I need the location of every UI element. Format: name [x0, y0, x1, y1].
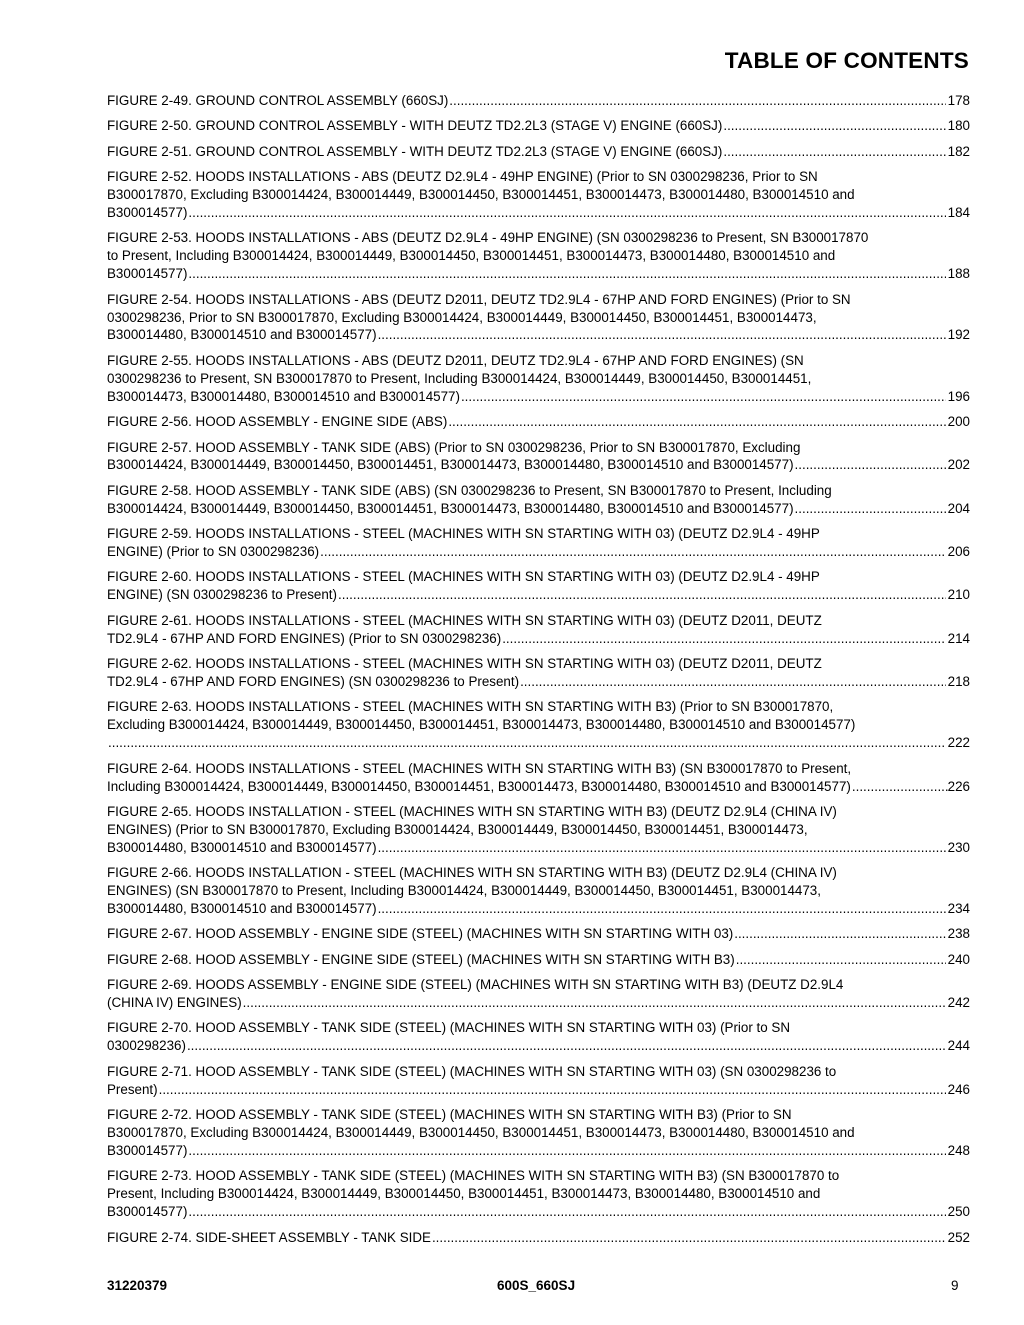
toc-entry-text: FIGURE 2-73. HOOD ASSEMBLY - TANK SIDE (STEEL) (MACHINES WITH SN STARTING WITH B3) (SN B300017870 to [107, 1168, 840, 1184]
toc-page-number[interactable]: 246 [947, 1081, 970, 1097]
toc-entry-text: B300014577) [107, 205, 188, 221]
toc-entry[interactable] [107, 92, 970, 110]
toc-page-number[interactable]: 244 [947, 1038, 970, 1054]
table-of-contents [107, 92, 970, 1254]
toc-entry-text: FIGURE 2-71. HOOD ASSEMBLY - TANK SIDE (STEEL) (MACHINES WITH SN STARTING WITH 03) (SN 0300298236 to [107, 1063, 837, 1079]
toc-entry-text: FIGURE 2-68. HOOD ASSEMBLY - ENGINE SIDE (STEEL) (MACHINES WITH SN STARTING WITH B3) [107, 951, 735, 967]
toc-entry-text: FIGURE 2-64. HOODS INSTALLATIONS - STEEL (MACHINES WITH SN STARTING WITH B3) (SN B300017870 to Present, [107, 760, 852, 776]
toc-entry-text: Present) [107, 1081, 158, 1097]
toc-entry-text: (CHINA IV) ENGINES) [107, 995, 242, 1011]
dot-leader [243, 994, 946, 1012]
toc-entry[interactable] [107, 803, 970, 857]
toc-entry-text: FIGURE 2-54. HOODS INSTALLATIONS - ABS (DEUTZ D2011, DEUTZ TD2.9L4 - 67HP AND FORD ENGINES) (Prior to SN [107, 291, 851, 307]
toc-entry-text: FIGURE 2-55. HOODS INSTALLATIONS - ABS (DEUTZ D2011, DEUTZ TD2.9L4 - 67HP AND FORD ENGINES) (SN [107, 352, 804, 368]
toc-page-number[interactable]: 226 [947, 778, 970, 794]
toc-entry[interactable] [107, 568, 970, 604]
toc-page-number[interactable]: 178 [947, 93, 970, 108]
toc-entry[interactable] [107, 291, 970, 345]
toc-page-number[interactable]: 182 [947, 143, 970, 159]
toc-entry[interactable] [107, 698, 970, 752]
dot-leader [188, 1203, 945, 1221]
toc-entry-text: TD2.9L4 - 67HP AND FORD ENGINES) (Prior to SN 0300298236) [107, 630, 502, 646]
toc-entry[interactable] [107, 1106, 970, 1160]
dot-leader [734, 925, 945, 943]
page-title: TABLE OF CONTENTS [724, 48, 969, 73]
toc-entry-text: FIGURE 2-70. HOOD ASSEMBLY - TANK SIDE (STEEL) (MACHINES WITH SN STARTING WITH 03) (Prior to SN [107, 1020, 791, 1036]
toc-page-number[interactable]: 184 [947, 205, 970, 221]
toc-entry-text: FIGURE 2-61. HOODS INSTALLATIONS - STEEL (MACHINES WITH SN STARTING WITH 03) (DEUTZ D2011, DEUTZ [107, 612, 822, 628]
toc-entry-text: to Present, Including B300014424, B300014449, B300014450, B300014451, B300014473, B300014480, B300014510 and [107, 248, 836, 264]
toc-entry[interactable] [107, 1229, 970, 1247]
toc-entry[interactable] [107, 352, 970, 406]
toc-entry[interactable] [107, 1063, 970, 1099]
dot-leader [448, 413, 945, 431]
toc-entry[interactable] [107, 168, 970, 222]
toc-entry-text: FIGURE 2-52. HOODS INSTALLATIONS - ABS (DEUTZ D2.9L4 - 49HP ENGINE) (Prior to SN 0300298236, Prior to SN [107, 169, 818, 185]
dot-leader [188, 1142, 945, 1160]
dot-leader [520, 673, 946, 691]
toc-entry[interactable] [107, 229, 970, 283]
toc-entry-text: FIGURE 2-69. HOODS ASSEMBLY - ENGINE SIDE (STEEL) (MACHINES WITH SN STARTING WITH B3) (DEUTZ D2.9L4 [107, 977, 844, 993]
toc-page-number[interactable]: 230 [947, 839, 970, 855]
toc-page-number[interactable]: 222 [947, 735, 970, 751]
toc-entry[interactable] [107, 864, 970, 918]
dot-leader [188, 204, 945, 222]
toc-page-number[interactable]: 242 [947, 995, 970, 1011]
toc-entry-text: Present, Including B300014424, B300014449, B300014450, B300014451, B300014473, B300014480, B300014510 and [107, 1186, 821, 1202]
toc-page-number[interactable]: 206 [947, 544, 970, 560]
dot-leader [736, 951, 946, 969]
toc-entry-text: ENGINES) (Prior to SN B300017870, Excluding B300014424, B300014449, B300014450, B300014451, B300014473, [107, 821, 808, 837]
dot-leader [187, 1037, 946, 1055]
model-name: 600S_660SJ [497, 1278, 576, 1293]
toc-entry[interactable] [107, 143, 970, 161]
toc-entry[interactable] [107, 482, 970, 518]
dot-leader [723, 143, 945, 161]
toc-entry-text: B300014480, B300014510 and B300014577) [107, 327, 377, 343]
dot-leader [320, 543, 946, 561]
dot-leader [449, 92, 945, 110]
dot-leader [338, 586, 946, 604]
toc-page-number[interactable]: 180 [947, 118, 970, 134]
dot-leader [502, 630, 945, 648]
toc-page-number[interactable]: 214 [947, 630, 970, 646]
toc-entry-text: FIGURE 2-72. HOOD ASSEMBLY - TANK SIDE (STEEL) (MACHINES WITH SN STARTING WITH B3) (Prior to SN [107, 1107, 792, 1123]
toc-entry-text: FIGURE 2-60. HOODS INSTALLATIONS - STEEL (MACHINES WITH SN STARTING WITH 03) (DEUTZ D2.9L4 - 49HP [107, 569, 820, 585]
toc-entry[interactable] [107, 925, 970, 943]
dot-leader [378, 839, 946, 857]
toc-page-number[interactable]: 250 [947, 1204, 970, 1220]
toc-entry-text: FIGURE 2-66. HOODS INSTALLATION - STEEL (MACHINES WITH SN STARTING WITH B3) (DEUTZ D2.9L4 (CHINA IV) [107, 865, 837, 881]
toc-entry-text: B300017870, Excluding B300014424, B300014449, B300014450, B300014451, B300014473, B300014480, B300014510 and [107, 1125, 855, 1140]
toc-entry-text: B300014577) [107, 266, 188, 282]
toc-entry-text: B300014480, B300014510 and B300014577) [107, 900, 377, 916]
toc-entry-text: B300014480, B300014510 and B300014577) [107, 839, 377, 855]
toc-entry-text: FIGURE 2-51. GROUND CONTROL ASSEMBLY - WITH DEUTZ TD2.2L3 (STAGE V) ENGINE (660SJ) [107, 143, 723, 159]
toc-page-number[interactable]: 200 [947, 414, 970, 430]
toc-entry-text: FIGURE 2-62. HOODS INSTALLATIONS - STEEL (MACHINES WITH SN STARTING WITH 03) (DEUTZ D2011, DEUTZ [107, 656, 822, 672]
toc-entry-text: B300017870, Excluding B300014424, B300014449, B300014450, B300014451, B300014473, B300014480, B300014510 and [107, 187, 855, 203]
toc-entry-text: FIGURE 2-59. HOODS INSTALLATIONS - STEEL (MACHINES WITH SN STARTING WITH 03) (DEUTZ D2.9L4 - 49HP [107, 526, 820, 542]
toc-entry[interactable] [107, 413, 970, 431]
toc-page-number[interactable]: 196 [947, 388, 970, 404]
toc-entry-text: FIGURE 2-74. SIDE-SHEET ASSEMBLY - TANK SIDE [107, 1229, 431, 1245]
toc-entry-text: Excluding B300014424, B300014449, B300014450, B300014451, B300014473, B300014480, B300014510 and B300014577) [107, 717, 856, 733]
toc-page-number[interactable]: 234 [947, 900, 970, 916]
dot-leader [795, 456, 946, 474]
toc-page-number[interactable]: 252 [947, 1229, 970, 1245]
toc-entry-text: ENGINE) (SN 0300298236 to Present) [107, 587, 337, 603]
toc-entry[interactable] [107, 951, 970, 969]
document-number: 31220379 [107, 1278, 168, 1293]
toc-entry-text: FIGURE 2-56. HOOD ASSEMBLY - ENGINE SIDE (ABS) [107, 414, 448, 430]
toc-page-number[interactable]: 204 [947, 500, 970, 516]
toc-entry-text: ENGINE) (Prior to SN 0300298236) [107, 544, 320, 560]
dot-leader [852, 778, 948, 796]
toc-page-number[interactable]: 248 [947, 1142, 970, 1158]
toc-page-number[interactable]: 210 [947, 587, 970, 603]
toc-entry[interactable] [107, 655, 970, 691]
dot-leader [378, 900, 946, 918]
toc-page-number[interactable]: 240 [947, 951, 970, 967]
toc-entry-text: B300014424, B300014449, B300014450, B300014451, B300014473, B300014480, B300014510 and B300014577) [107, 500, 794, 516]
toc-entry-text: ENGINES) (SN B300017870 to Present, Including B300014424, B300014449, B300014450, B300014451, B300014473, [107, 883, 821, 899]
toc-entry-text: TD2.9L4 - 67HP AND FORD ENGINES) (SN 0300298236 to Present) [107, 673, 520, 689]
dot-leader [188, 265, 945, 283]
toc-entry-text: FIGURE 2-67. HOOD ASSEMBLY - ENGINE SIDE (STEEL) (MACHINES WITH SN STARTING WITH 03) [107, 926, 734, 942]
toc-entry-text: FIGURE 2-49. GROUND CONTROL ASSEMBLY (660SJ) [107, 93, 449, 108]
dot-leader [432, 1229, 946, 1247]
dot-leader [108, 734, 946, 752]
toc-entry[interactable] [107, 1167, 970, 1221]
toc-entry-text: Including B300014424, B300014449, B300014450, B300014451, B300014473, B300014480, B300014510 and B300014577) [107, 778, 851, 794]
toc-entry[interactable] [107, 117, 970, 135]
toc-page-number[interactable]: 202 [947, 457, 970, 473]
toc-page-number[interactable]: 218 [947, 673, 970, 689]
toc-entry[interactable] [107, 760, 970, 796]
toc-entry-text: FIGURE 2-57. HOOD ASSEMBLY - TANK SIDE (ABS) (Prior to SN 0300298236, Prior to SN B300017870, Excluding [107, 439, 801, 455]
toc-entry-text: B300014577) [107, 1204, 188, 1220]
toc-entry[interactable] [107, 1019, 970, 1055]
toc-entry-text: FIGURE 2-58. HOOD ASSEMBLY - TANK SIDE (ABS) (SN 0300298236 to Present, SN B300017870 to Present, Including [107, 482, 832, 498]
page-number: 9 [951, 1278, 959, 1293]
toc-entry-text: FIGURE 2-63. HOODS INSTALLATIONS - STEEL (MACHINES WITH SN STARTING WITH B3) (Prior to SN B300017870, [107, 699, 834, 715]
dot-leader [461, 388, 946, 406]
toc-entry-text: 0300298236) [107, 1038, 186, 1054]
dot-leader [795, 500, 946, 518]
toc-entry-text: B300014473, B300014480, B300014510 and B300014577) [107, 388, 460, 404]
toc-entry-text: B300014577) [107, 1142, 188, 1158]
toc-page-number[interactable]: 188 [947, 266, 970, 282]
toc-page-number[interactable]: 238 [947, 926, 970, 942]
toc-entry-text: 0300298236 to Present, SN B300017870 to Present, Including B300014424, B300014449, B300014450, B300014451, [107, 370, 812, 386]
dot-leader [159, 1081, 946, 1099]
toc-page-number[interactable]: 192 [947, 327, 970, 343]
toc-entry[interactable] [107, 976, 970, 1012]
dot-leader [378, 326, 946, 344]
toc-entry[interactable] [107, 439, 970, 475]
toc-entry[interactable] [107, 612, 970, 648]
dot-leader [723, 117, 945, 135]
toc-entry[interactable] [107, 525, 970, 561]
toc-entry-text: FIGURE 2-53. HOODS INSTALLATIONS - ABS (DEUTZ D2.9L4 - 49HP ENGINE) (SN 0300298236 to Present, SN B300017870 [107, 230, 869, 246]
toc-entry-text: 0300298236, Prior to SN B300017870, Excluding B300014424, B300014449, B300014450, B300014451, B300014473, [107, 309, 817, 325]
toc-entry-text: B300014424, B300014449, B300014450, B300014451, B300014473, B300014480, B300014510 and B300014577) [107, 457, 794, 473]
toc-entry-text: FIGURE 2-50. GROUND CONTROL ASSEMBLY - WITH DEUTZ TD2.2L3 (STAGE V) ENGINE (660SJ) [107, 118, 723, 134]
toc-entry-text: FIGURE 2-65. HOODS INSTALLATION - STEEL (MACHINES WITH SN STARTING WITH B3) (DEUTZ D2.9L4 (CHINA IV) [107, 803, 837, 819]
